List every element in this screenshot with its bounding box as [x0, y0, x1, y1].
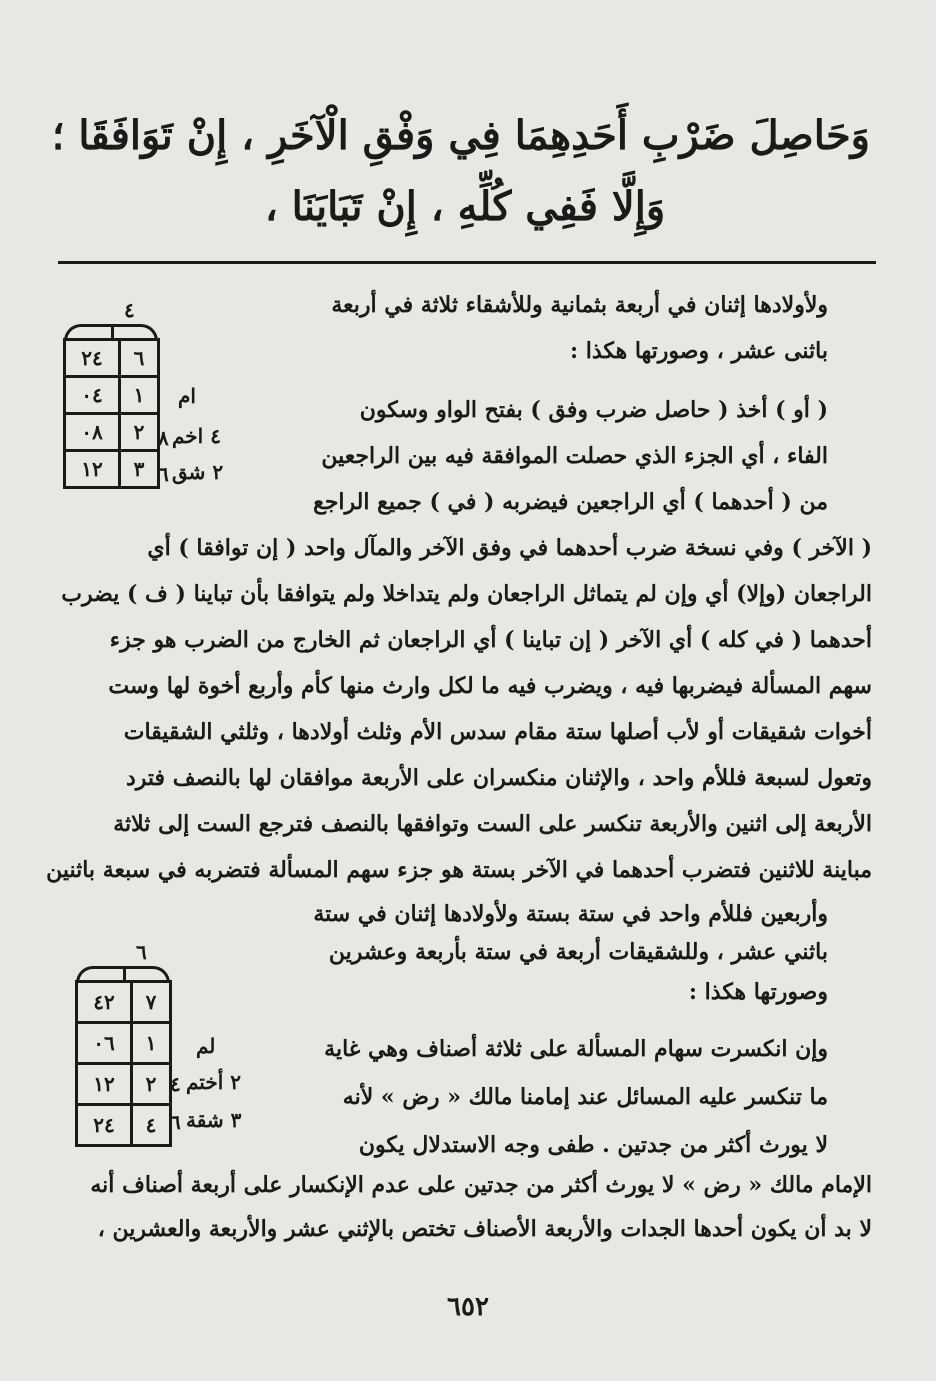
- text-line: لا بد أن يكون أحدها الجدات والأربعة الأصناف تختص بالإثني عشر والأربعة والعشرين ،: [97, 1216, 872, 1242]
- table-cell: ٦: [120, 340, 159, 377]
- table2-heir-label: لم: [196, 1034, 216, 1058]
- text-line: سهم المسألة فيضربها فيه ، ويضرب فيه ما لكل وارث منها كأم وأربع أخوة لها وست: [108, 673, 872, 699]
- text-line: ( الآخر ) وفي نسخة ضرب أحدهما في وفق الآخر والمآل واحد ( إن توافقا ) أي: [147, 535, 872, 561]
- table-cell: ١٢: [77, 1064, 132, 1105]
- text-line: وأربعين فللأم واحد في ستة بستة ولأولادها إثنان في ستة: [313, 901, 828, 927]
- text-line: الفاء ، أي الجزء الذي حصلت الموافقة فيه بين الراجعين: [321, 443, 828, 469]
- text-line: أحدهما ( في كله ) أي الآخر ( إن تباينا ) أي الراجعان ثم الخارج من الضرب هو جزء: [109, 627, 872, 653]
- text-line: الراجعان (وإلا) أي وإن لم يتماثل الراجعان ولم يتداخلا ولم يتوافقا بأن تباينا ( ف ) يضرب: [61, 581, 872, 607]
- table-cell: ١: [132, 1023, 171, 1064]
- table-cell: ٠٦: [77, 1023, 132, 1064]
- table-row: [65, 414, 159, 451]
- text-line: من ( أحدهما ) أي الراجعين فيضربه ( في ) جميع الراجع: [313, 489, 828, 515]
- table-cell: ٢٤: [65, 340, 120, 377]
- table1-heir-label: ٤ اخم: [172, 424, 221, 448]
- verse-line-2: وَإِلَّا فَفِي كُلِّهِ ، إِنْ تَبَايَنَا ،: [264, 183, 666, 230]
- text-line: لا يورث أكثر من جدتين . طفى وجه الاستدلال يكون: [358, 1132, 828, 1158]
- table-cell: ٠٤: [65, 377, 120, 414]
- table-row: [65, 340, 159, 377]
- table2-multiplier: ٦: [170, 1110, 181, 1134]
- table-row: [65, 451, 159, 488]
- text-line: ولأولادها إثنان في أربعة بثمانية وللأشقاء ثلاثة في أربعة: [331, 292, 828, 318]
- table2-multiplier: ٤: [170, 1072, 181, 1096]
- table2: [75, 980, 172, 1147]
- table-cell: ٢: [132, 1064, 171, 1105]
- table-cell: ١٢: [65, 451, 120, 488]
- divider-rule: [58, 261, 876, 264]
- text-line: الإمام مالك « رض » لا يورث أكثر من جدتين على عدم الإنكسار على أربعة أصناف أنه: [90, 1172, 872, 1198]
- table1-heir-label: ام: [178, 384, 196, 408]
- text-line: الأربعة إلى اثنين والأربعة تنكسر على الست وتوافقها بالنصف فترجع الست إلى ثلاثة: [113, 811, 872, 837]
- table-row: [77, 1064, 171, 1105]
- table-cell: ١: [120, 377, 159, 414]
- table-row: [77, 1105, 171, 1146]
- page-number: ٦٥٢: [447, 1292, 489, 1322]
- table-cell: ٤: [132, 1105, 171, 1146]
- table2-heir-label: ٣ شقة: [186, 1108, 242, 1132]
- text-line: ( أو ) أخذ ( حاصل ضرب وفق ) بفتح الواو وسكون: [359, 397, 828, 423]
- table-row: [65, 377, 159, 414]
- table1-multiplier: ٦: [158, 462, 169, 486]
- table1-multiplier: ٨: [158, 426, 169, 450]
- verse-line-1: وَحَاصِلَ ضَرْبِ أَحَدِهِمَا فِي وَفْقِ الْآخَرِ ، إِنْ تَوَافَقَا ؛: [51, 112, 870, 159]
- text-line: باثنى عشر ، وصورتها هكذا :: [569, 338, 828, 364]
- table2-top-label: ٦: [136, 940, 147, 964]
- table-cell: ٢: [120, 414, 159, 451]
- text-line: وتعول لسبعة فللأم واحد ، والإثنان منكسران على الأربعة موافقان لها بالنصف فترد: [125, 765, 872, 791]
- text-line: وصورتها هكذا :: [688, 979, 828, 1005]
- text-line: باثني عشر ، وللشقيقات أربعة في ستة بأربعة وعشرين: [328, 939, 828, 965]
- text-line: ما تنكسر عليه المسائل عند إمامنا مالك « رض » لأنه: [342, 1084, 828, 1110]
- text-line: وإن انكسرت سهام المسألة على ثلاثة أصناف وهي غاية: [324, 1036, 828, 1062]
- table-cell: ٧: [132, 982, 171, 1023]
- table-cell: ٣: [120, 451, 159, 488]
- table1-heir-label: ٢ شق: [172, 460, 224, 484]
- table-row: [77, 1023, 171, 1064]
- table-cell: ٤٢: [77, 982, 132, 1023]
- table-cell: ٢٤: [77, 1105, 132, 1146]
- table-row: [77, 982, 171, 1023]
- table2-heir-label: ٢ أختم: [186, 1070, 241, 1094]
- table1-top-label: ٤: [124, 298, 135, 322]
- text-line: أخوات شقيقات أو لأب أصلها ستة مقام سدس الأم وثلث أولادها ، وثلثي الشقيقات: [123, 719, 872, 745]
- table1: [63, 338, 160, 489]
- text-line: مباينة للاثنين فتضرب أحدهما في الآخر بستة هو جزء سهم المسألة فتضربه في سبعة باثنين: [46, 857, 872, 883]
- table-cell: ٠٨: [65, 414, 120, 451]
